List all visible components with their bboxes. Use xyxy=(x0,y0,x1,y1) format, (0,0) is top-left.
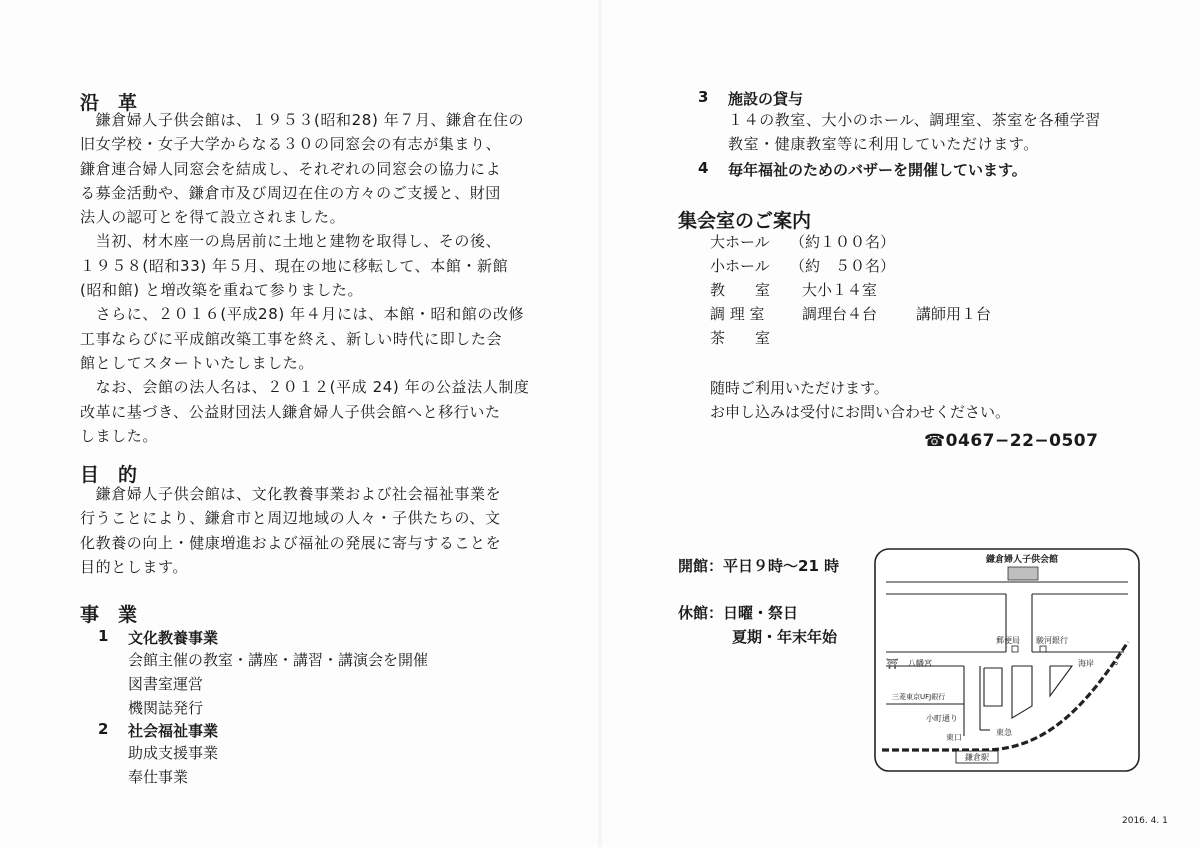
history-line: １９５８(昭和33) 年５月、現在の地に移転して、本館・新館 xyxy=(80,256,509,275)
business-item2-title: 社会福祉事業 xyxy=(128,722,219,740)
room-detail: （約１００名） xyxy=(790,233,896,251)
room-detail: 大小１４室 xyxy=(802,281,878,299)
rooms-note: お申し込みは受付にお問い合わせください。 xyxy=(710,403,1011,421)
closed-days: 休館：日曜・祭日 xyxy=(678,604,799,622)
history-line: 工事ならびに平成館改築工事を終え、新しい時代に即した会 xyxy=(80,329,503,348)
business-item1-list xyxy=(128,648,428,720)
room-name: 調 理 室 xyxy=(710,305,765,323)
history-line: 鎌倉婦人子供会館は、１９５３(昭和28) 年７月、鎌倉在住の xyxy=(80,111,525,129)
history-heading: 沿 革 xyxy=(80,92,138,114)
post-office-label: 郵便局 xyxy=(996,636,1020,645)
history-line: なお、会館の法人名は、２０１２(平成 24) 年の公益法人制度 xyxy=(80,378,530,397)
room-detail: （約 ５０名） xyxy=(790,257,896,275)
history-text xyxy=(80,108,530,448)
closed-season: 夏期・年末年始 xyxy=(732,628,838,646)
torii-icon: ⛩ xyxy=(886,659,899,670)
history-line: 改革に基づき、公益財団法人鎌倉婦人子供会館へと移行いた xyxy=(80,402,501,421)
arrow-right-icon: ⇨ xyxy=(1112,659,1119,668)
room-extra: 講師用１台 xyxy=(916,305,992,323)
business-item3-title: 施設の貸与 xyxy=(728,90,804,108)
beach-label: 海岸 xyxy=(1078,659,1094,668)
room-detail: 調理台４台 xyxy=(802,305,878,323)
east-exit-label: 東口 xyxy=(946,733,962,742)
list-item: 図書室運営 xyxy=(128,675,204,693)
business-item1-number: 1 xyxy=(98,627,109,645)
list-item: 奉仕事業 xyxy=(128,768,189,786)
station-label: 鎌倉駅 xyxy=(965,753,989,762)
purpose-line: 化教養の向上・健康増進および福祉の発展に寄与することを xyxy=(80,533,502,552)
page-fold xyxy=(597,0,603,847)
business-item1-title: 文化教養事業 xyxy=(128,629,219,647)
history-line: さらに、２０１６(平成28) 年４月には、本館・昭和館の改修 xyxy=(80,305,525,324)
map-title: 鎌倉婦人子供会館 xyxy=(985,555,1059,565)
room-name: 教 室 xyxy=(710,281,771,299)
bank-label: 駿河銀行 xyxy=(1036,636,1068,645)
history-line: る募金活動や、鎌倉市及び周辺在住の方々のご支援と、財団 xyxy=(80,183,501,202)
room-name: 小ホール xyxy=(710,257,770,275)
purpose-text xyxy=(80,482,501,579)
history-line: 当初、材木座一の鳥居前に土地と建物を取得し、その後、 xyxy=(80,232,502,251)
rooms-heading: 集会室のご案内 xyxy=(678,210,812,232)
business-heading: 事 業 xyxy=(80,604,138,626)
tokyu-label: 東急 xyxy=(996,728,1012,737)
business-item2-number: 2 xyxy=(98,720,109,738)
purpose-line: 鎌倉婦人子供会館は、文化教養事業および社会福祉事業を xyxy=(80,485,502,503)
purpose-line: 行うことにより、鎌倉市と周辺地域の人々・子供たちの、文 xyxy=(80,509,501,528)
purpose-line: 目的とします。 xyxy=(80,557,189,576)
business-item3-number: 3 xyxy=(698,88,709,106)
rooms-note: 随時ご利用いただけます。 xyxy=(710,379,889,397)
room-name: 茶 室 xyxy=(710,329,771,347)
list-item: 機関誌発行 xyxy=(128,699,204,717)
history-line: (昭和館) と増改築を重ねて参りました。 xyxy=(80,281,364,300)
list-item: 助成支援事業 xyxy=(128,744,219,762)
list-item: 会館主催の教室・講座・講習・講演会を開催 xyxy=(128,651,429,669)
history-line: 鎌倉連合婦人同窓会を結成し、それぞれの同窓会の協力によ xyxy=(80,159,502,178)
phone-number[interactable]: ☎0467−22−0507 xyxy=(924,431,1099,451)
business-item2-list xyxy=(128,741,218,789)
purpose-heading: 目 的 xyxy=(80,464,138,486)
business-item4-title: 毎年福祉のためのバザーを開催しています。 xyxy=(728,161,1027,179)
komachi-label: 小町通り xyxy=(926,714,958,723)
hachimangu-label: 八幡宮 xyxy=(908,659,932,668)
bank2-label: 三菱東京UFJ銀行 xyxy=(892,693,946,701)
history-line: しました。 xyxy=(80,426,159,445)
list-item: 教室・健康教室等に利用していただけます。 xyxy=(728,135,1039,154)
building-icon xyxy=(1008,567,1038,580)
opening-hours: 開館：平日９時～21 時 xyxy=(678,557,840,575)
history-line: 旧女学校・女子大学からなる３０の同窓会の有志が集まり、 xyxy=(80,135,502,154)
business-item3-list xyxy=(728,108,1101,157)
issue-date: 2016. 4. 1 xyxy=(1122,816,1168,826)
list-item: １４の教室、大小のホール、調理室、茶室を各種学習 xyxy=(728,111,1101,129)
history-line: 館としてスタートいたしました。 xyxy=(80,353,315,372)
access-map xyxy=(872,546,1142,774)
business-item4-number: 4 xyxy=(698,159,709,177)
room-name: 大ホール xyxy=(710,233,770,251)
history-line: 法人の認可とを得て設立されました。 xyxy=(80,208,346,227)
